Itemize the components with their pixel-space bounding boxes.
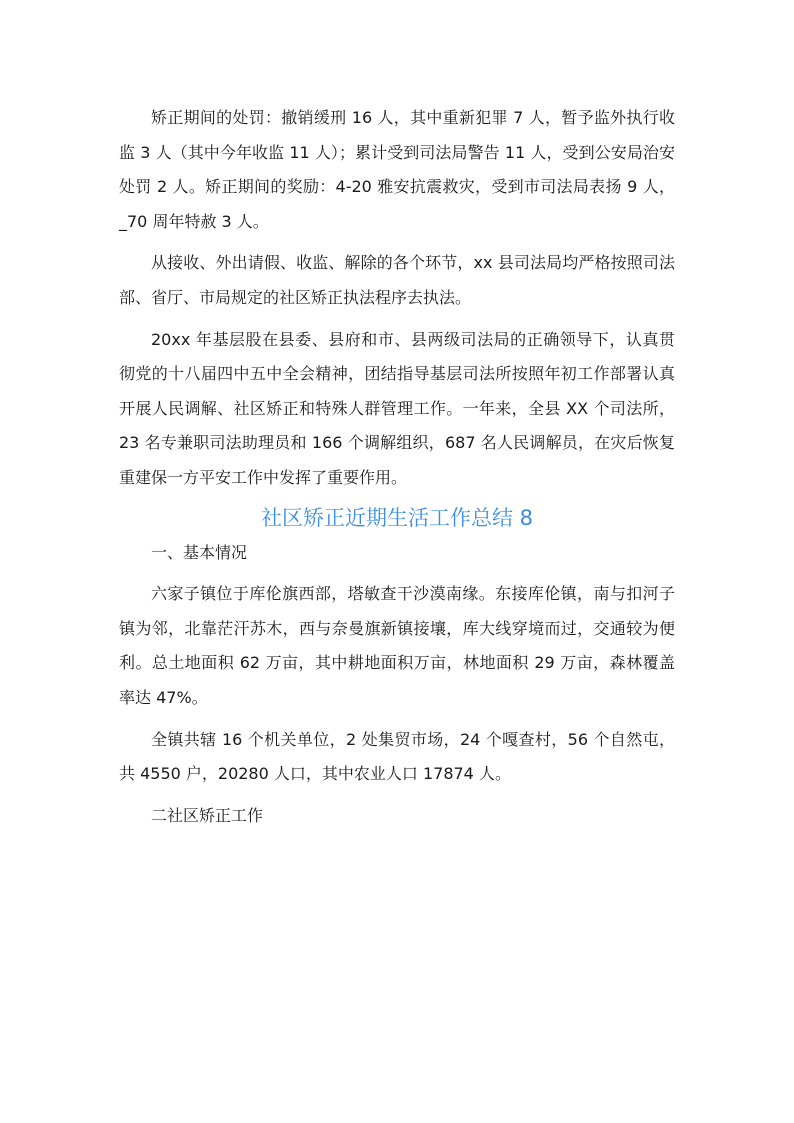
subheading-community-correction: 二社区矫正工作 bbox=[151, 805, 264, 825]
paragraph-town-overview: 六家子镇位于库伦旗西部，塔敏查干沙漠南缘。东接库伦镇，南与扣河子镇为邻，北靠茫汗苏木，西与奈曼旗新镇接壤，库大线穿境而过，交通较为便利。总土地面积 62 万亩，其中耕地面积万亩，林地面积 29 万亩，森林覆盖率达 47%。 bbox=[119, 584, 675, 707]
paragraph-penalties: 矫正期间的处罚：撤销缓刑 16 人，其中重新犯罪 7 人，暂予监外执行收监 3 人（其中今年收监 11 人）；累计受到司法局警告 11 人，受到公安局治安处罚 2 人。矫正期间的奖励：4-20 雅安抗震救灾，受到市司法局表扬 9 人，_70 周年特赦 3 人。 bbox=[119, 108, 675, 231]
section-heading: 社区矫正近期生活工作总结 8 bbox=[260, 505, 534, 530]
subheading-basic-situation: 一、基本情况 bbox=[151, 542, 248, 562]
document-body bbox=[119, 101, 675, 833]
paragraph-procedures: 从接收、外出请假、收监、解除的各个环节，xx 县司法局均严格按照司法部、省厅、市局规定的社区矫正执法程序去执法。 bbox=[119, 253, 675, 307]
paragraph-annual-summary: 20xx 年基层股在县委、县府和市、县两级司法局的正确领导下，认真贯彻党的十八届四中五中全会精神，团结指导基层司法所按照年初工作部署认真开展人民调解、社区矫正和特殊人群管理工作。一年来，全县 XX 个司法所，23 名专兼职司法助理员和 166 个调解组织，687 名人民调解员，在灾后恢复重建保一方平安工作中发挥了重要作用。 bbox=[119, 329, 675, 487]
paragraph-town-statistics: 全镇共辖 16 个机关单位，2 处集贸市场，24 个嘎查村，56 个自然屯，共 4550 户，20280 人口，其中农业人口 17874 人。 bbox=[119, 729, 675, 784]
